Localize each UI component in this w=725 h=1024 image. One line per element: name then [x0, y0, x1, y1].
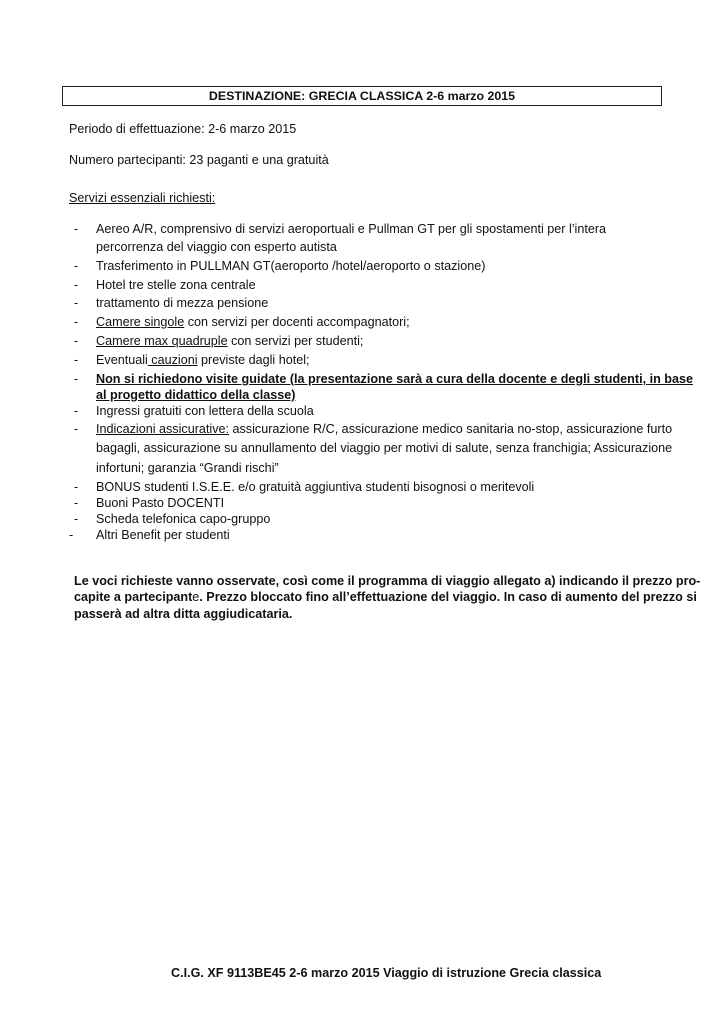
- camere-quadruple-text: con servizi per studenti;: [227, 334, 364, 348]
- servizi-heading: Servizi essenziali richiesti:: [69, 191, 216, 205]
- closing-line-2-c: . Prezzo bloccato fino all’effettuazione del viaggio. In caso di aumento del prezzo si: [199, 590, 697, 604]
- list-dash: -: [74, 512, 79, 526]
- list-dash: -: [74, 334, 79, 348]
- list-dash: -: [74, 496, 79, 510]
- list-dash: -: [74, 480, 79, 494]
- cauzioni-pre: Eventuali: [96, 353, 148, 367]
- footer-cig: C.I.G. XF 9113BE45 2-6 marzo 2015 Viaggio di istruzione Grecia classica: [171, 966, 602, 980]
- list-dash: -: [74, 259, 79, 273]
- closing-line-1: Le voci richieste vanno osservate, così come il programma di viaggio allegato a) indicando il prezzo pro-: [74, 574, 701, 588]
- list-dash: -: [69, 528, 74, 542]
- list-item-aereo: Aereo A/R, comprensivo di servizi aeroportuali e Pullman GT per gli spostamenti per l’intera: [96, 222, 607, 236]
- list-item-assicurative: [96, 422, 672, 436]
- list-dash: -: [74, 353, 79, 367]
- list-item-assicurative-cont: infortuni; garanzia “Grandi rischi”: [96, 461, 279, 475]
- assicurative-text: assicurazione R/C, assicurazione medico sanitaria no-stop, assicurazione furto: [229, 422, 673, 436]
- cauzioni-text: previste dagli hotel;: [197, 353, 310, 367]
- closing-line-2-b: e: [192, 590, 200, 604]
- camere-singole-label: Camere singole: [96, 315, 185, 329]
- list-item-buoni: Buoni Pasto DOCENTI: [96, 496, 225, 510]
- cauzioni-label: cauzioni: [147, 353, 198, 367]
- camere-singole-text: con servizi per docenti accompagnatori;: [184, 315, 410, 329]
- list-item-aereo-cont: percorrenza del viaggio con esperto autista: [96, 240, 337, 254]
- closing-line-2: [74, 590, 697, 604]
- list-item-visite-cont: al progetto didattico della classe): [96, 388, 296, 402]
- list-item-camere-singole: [96, 315, 410, 329]
- list-dash: -: [74, 404, 79, 418]
- list-item-assicurative-cont: bagagli, assicurazione su annullamento del viaggio per motivi di salute, senza franchigia; Assicurazione: [96, 441, 673, 455]
- list-item-camere-quadruple: [96, 334, 363, 348]
- list-item-trattamento: trattamento di mezza pensione: [96, 296, 269, 310]
- list-dash: -: [74, 278, 79, 292]
- camere-quadruple-label: Camere max quadruple: [96, 334, 228, 348]
- list-dash: -: [74, 422, 79, 436]
- closing-line-3: passerà ad altra ditta aggiudicataria.: [74, 607, 293, 621]
- list-item-bonus: BONUS studenti I.S.E.E. e/o gratuità aggiuntiva studenti bisognosi o meritevoli: [96, 480, 535, 494]
- list-item-benefit: Altri Benefit per studenti: [96, 528, 230, 542]
- list-dash: -: [74, 296, 79, 310]
- list-dash: -: [74, 222, 79, 236]
- list-dash: -: [74, 315, 79, 329]
- destination-title: DESTINAZIONE: GRECIA CLASSICA 2-6 marzo 2015: [62, 86, 662, 106]
- assicurative-label: Indicazioni assicurative:: [96, 422, 229, 436]
- partecipanti-text: Numero partecipanti: 23 paganti e una gratuità: [69, 153, 329, 167]
- list-item-visite: Non si richiedono visite guidate (la presentazione sarà a cura della docente e degli studenti, in base: [96, 372, 693, 386]
- closing-line-2-a: capite a partecipant: [74, 590, 193, 604]
- list-item-ingressi: Ingressi gratuiti con lettera della scuola: [96, 404, 314, 418]
- list-item-hotel: Hotel tre stelle zona centrale: [96, 278, 256, 292]
- list-dash: -: [74, 372, 79, 386]
- periodo-text: Periodo di effettuazione: 2-6 marzo 2015: [69, 122, 297, 136]
- list-item-scheda: Scheda telefonica capo-gruppo: [96, 512, 271, 526]
- list-item-trasferimento: Trasferimento in PULLMAN GT(aeroporto /hotel/aeroporto o stazione): [96, 259, 486, 273]
- list-item-cauzioni: [96, 353, 310, 367]
